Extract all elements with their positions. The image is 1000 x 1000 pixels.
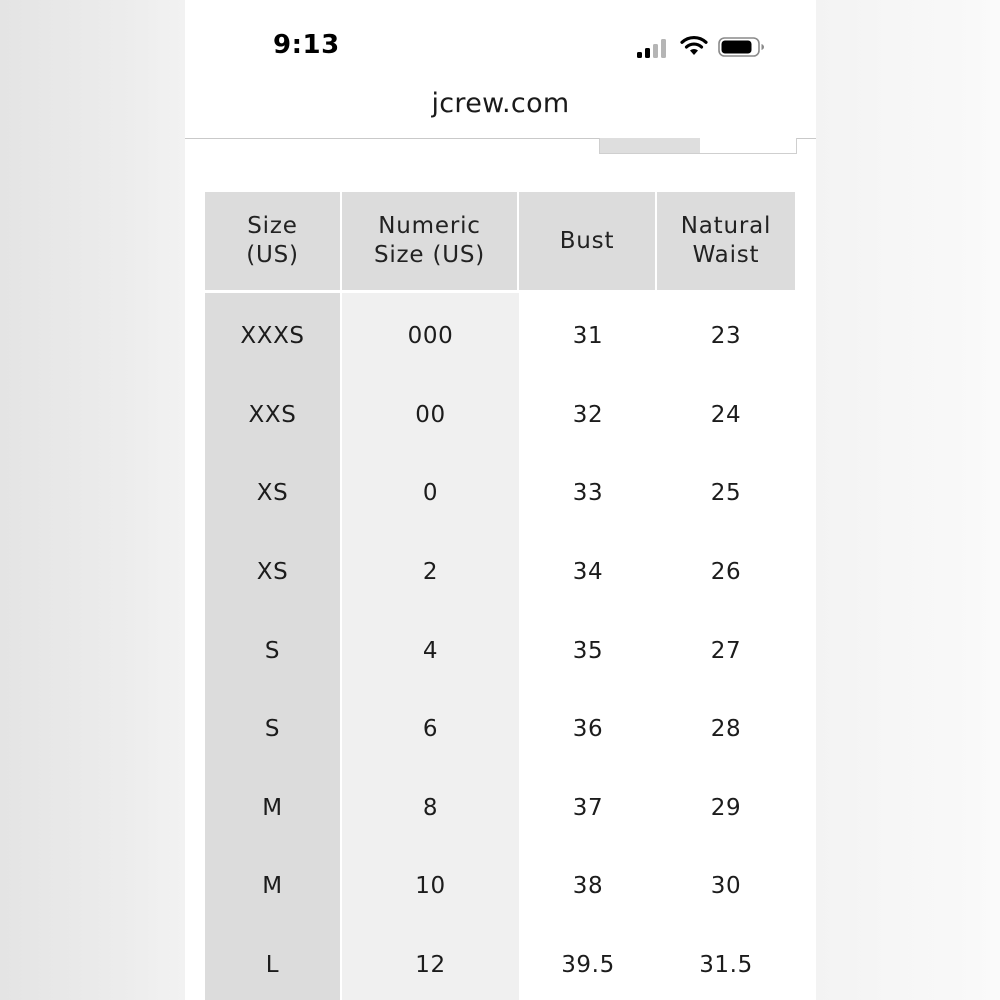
header-size-line2: (US) <box>246 242 299 268</box>
cell-numeric: 12 <box>342 926 519 1000</box>
cell-bust: 36 <box>519 690 657 769</box>
cell-numeric: 00 <box>342 376 519 455</box>
table-row <box>205 690 795 769</box>
cell-waist: 29 <box>657 769 795 848</box>
cell-bust: 32 <box>519 376 657 455</box>
table-row <box>205 533 795 612</box>
cell-size: XXS <box>205 376 342 455</box>
table-row <box>205 926 795 1000</box>
header-numeric-line2: Size (US) <box>373 242 486 268</box>
cell-waist: 30 <box>657 847 795 926</box>
status-bar <box>185 0 816 80</box>
wifi-icon <box>680 34 708 56</box>
cell-bust: 34 <box>519 533 657 612</box>
header-natural-waist <box>657 192 795 293</box>
cell-size: S <box>205 611 342 690</box>
header-size-line1: Size <box>247 213 298 239</box>
table-row <box>205 847 795 926</box>
cell-size: XS <box>205 454 342 533</box>
address-bar[interactable] <box>185 80 816 139</box>
battery-icon <box>718 36 766 58</box>
phone-screen <box>185 0 816 1000</box>
table-row <box>205 769 795 848</box>
table-header-row <box>205 192 795 293</box>
cell-numeric: 0 <box>342 454 519 533</box>
cell-size: XS <box>205 533 342 612</box>
cell-waist: 23 <box>657 293 795 376</box>
status-time: 9:13 <box>273 30 340 60</box>
cell-waist: 31.5 <box>657 926 795 1000</box>
header-bust <box>519 192 657 293</box>
url-text: jcrew.com <box>431 88 570 119</box>
header-waist-line1: Natural <box>680 213 772 239</box>
size-chart-table <box>205 192 795 1000</box>
header-waist-line2: Waist <box>692 242 760 268</box>
cell-size: M <box>205 847 342 926</box>
cell-bust: 39.5 <box>519 926 657 1000</box>
cell-numeric: 4 <box>342 611 519 690</box>
cell-numeric: 6 <box>342 690 519 769</box>
cell-numeric: 8 <box>342 769 519 848</box>
cell-bust: 33 <box>519 454 657 533</box>
cell-size: XXXS <box>205 293 342 376</box>
cell-numeric: 000 <box>342 293 519 376</box>
cell-waist: 25 <box>657 454 795 533</box>
table-row <box>205 454 795 533</box>
header-bust-label: Bust <box>559 227 615 254</box>
cell-bust: 37 <box>519 769 657 848</box>
unit-toggle[interactable] <box>599 138 797 154</box>
cell-waist: 27 <box>657 611 795 690</box>
cell-bust: 35 <box>519 611 657 690</box>
unit-toggle-active-segment[interactable] <box>600 138 700 153</box>
cell-waist: 24 <box>657 376 795 455</box>
header-numeric-size <box>342 192 519 293</box>
header-numeric-line1: Numeric <box>378 213 481 239</box>
cell-size: M <box>205 769 342 848</box>
cell-numeric: 2 <box>342 533 519 612</box>
header-size-us <box>205 192 342 293</box>
cell-bust: 31 <box>519 293 657 376</box>
cell-waist: 26 <box>657 533 795 612</box>
cell-numeric: 10 <box>342 847 519 926</box>
table-row <box>205 376 795 455</box>
cellular-signal-icon <box>637 38 671 58</box>
cell-waist: 28 <box>657 690 795 769</box>
table-row <box>205 293 795 376</box>
cell-size: S <box>205 690 342 769</box>
cell-size: L <box>205 926 342 1000</box>
cell-bust: 38 <box>519 847 657 926</box>
table-row <box>205 611 795 690</box>
